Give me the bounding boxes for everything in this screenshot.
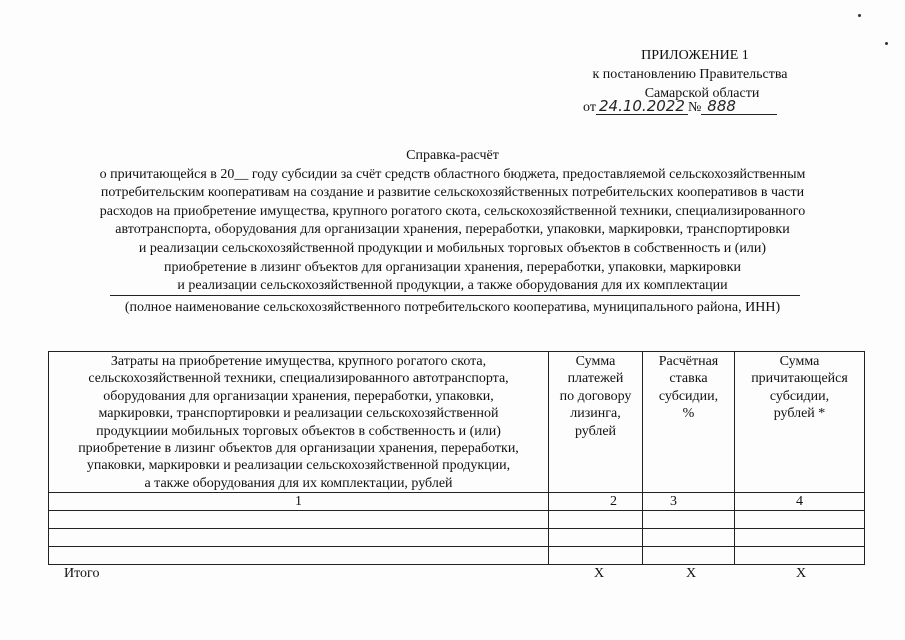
total-x-subsidy: Х bbox=[796, 566, 807, 581]
appendix-title: ПРИЛОЖЕНИЕ 1 bbox=[641, 48, 749, 63]
title-line: потребительским кооперативам на создание и развитие сельскохозяйственных потребительских кооперативов в части bbox=[100, 185, 805, 201]
scan-speck bbox=[885, 42, 888, 45]
cooperative-name-line bbox=[110, 295, 800, 296]
scan-speck bbox=[858, 14, 861, 17]
header-rate bbox=[643, 352, 735, 493]
header-subsidy-amount bbox=[735, 352, 865, 493]
header-costs-line: оборудования для организации хранения, переработки, упаковки, bbox=[103, 388, 494, 404]
header-costs bbox=[49, 352, 549, 493]
header-costs-line: приобретение в лизинг объектов для организации хранения, переработки, bbox=[78, 441, 519, 457]
header-leasing-line: лизинга, bbox=[570, 406, 621, 422]
total-label: Итого bbox=[64, 566, 100, 581]
header-subsidy-line: субсидии, bbox=[769, 388, 830, 404]
resolution-number: 888 bbox=[701, 98, 777, 115]
table-cell bbox=[49, 511, 549, 529]
column-number: 4 bbox=[735, 493, 865, 511]
total-x-leasing: Х bbox=[594, 566, 605, 581]
appendix-header bbox=[560, 46, 820, 103]
header-rate-line: % bbox=[682, 406, 695, 422]
total-x-rate: Х bbox=[686, 566, 697, 581]
header-costs-line: продукциии мобильных торговых объектов в собственность и (или) bbox=[96, 423, 501, 439]
header-rate-line: субсидии, bbox=[658, 388, 719, 404]
table-cell bbox=[549, 547, 643, 565]
header-costs-line: маркировки, транспортировки и реализации сельскохозяйственной bbox=[98, 406, 499, 422]
header-subsidy-line: рублей * bbox=[773, 406, 826, 422]
header-costs-line: сельскохозяйственной техники, специализированного автотранспорта, bbox=[88, 371, 509, 387]
document-title bbox=[40, 147, 865, 296]
title-line: приобретение в лизинг объектов для организации хранения, переработки, упаковки, маркировки bbox=[163, 259, 741, 275]
appendix-resolution: к постановлению Правительства bbox=[592, 67, 788, 82]
resolution-date-number bbox=[583, 98, 777, 116]
header-rate-line: ставка bbox=[669, 371, 708, 387]
header-costs-line: а также оборудования для их комплектации, рублей bbox=[144, 475, 453, 491]
table-cell bbox=[49, 529, 549, 547]
title-line: и реализации сельскохозяйственной продукции и мобильных торговых объектов в собственность и (или) bbox=[138, 240, 767, 256]
table-row bbox=[49, 547, 865, 565]
header-leasing-payments bbox=[549, 352, 643, 493]
appendix-region: Самарской области bbox=[644, 86, 760, 101]
column-number: 1 bbox=[49, 493, 549, 511]
table-cell bbox=[643, 547, 735, 565]
table-cell bbox=[735, 547, 865, 565]
table-header-row bbox=[49, 352, 865, 493]
title-line: о причитающейся в 20__ году субсидии за счёт средств областного бюджета, предоставляемой сельскохозяйственным bbox=[99, 166, 806, 182]
title-line: и реализации сельскохозяйственной продукции, а также оборудования для их комплектации bbox=[177, 278, 728, 294]
header-costs-line: Затраты на приобретение имущества, крупного рогатого скота, bbox=[110, 354, 487, 369]
calculation-table bbox=[48, 351, 865, 565]
table-cell bbox=[643, 511, 735, 529]
table-cell bbox=[735, 529, 865, 547]
header-subsidy-line: Сумма bbox=[779, 354, 820, 369]
title-heading: Справка-расчёт bbox=[406, 148, 499, 163]
header-leasing-line: рублей bbox=[574, 423, 617, 439]
table-row bbox=[49, 529, 865, 547]
header-leasing-line: платежей bbox=[567, 371, 624, 387]
from-label: от bbox=[583, 100, 596, 115]
table-cell bbox=[549, 511, 643, 529]
header-leasing-line: по договору bbox=[559, 388, 632, 404]
header-leasing-line: Сумма bbox=[575, 354, 616, 369]
title-line: автотранспорта, оборудования для организации хранения, переработки, упаковки, маркировки, транспортировки bbox=[115, 222, 790, 238]
table-cell bbox=[549, 529, 643, 547]
table-cell bbox=[735, 511, 865, 529]
column-numbers-row bbox=[49, 493, 865, 511]
table-cell bbox=[49, 547, 549, 565]
number-label: № bbox=[687, 100, 702, 115]
header-rate-line: Расчётная bbox=[658, 354, 719, 369]
header-costs-line: упаковки, маркировки и реализации сельскохозяйственной продукции, bbox=[86, 458, 511, 474]
header-subsidy-line: причитающейся bbox=[751, 371, 848, 387]
cooperative-name-caption: (полное наименование сельскохозяйственного потребительского кооператива, муниципального района, ИНН) bbox=[124, 300, 781, 315]
title-line: расходов на приобретение имущества, крупного рогатого скота, сельскохозяйственной техники, специализированного bbox=[99, 203, 806, 219]
column-number: 3 bbox=[643, 493, 735, 511]
table-row bbox=[49, 511, 865, 529]
table-cell bbox=[643, 529, 735, 547]
column-number: 2 bbox=[549, 493, 643, 511]
resolution-date: 24.10.2022 bbox=[596, 98, 688, 115]
